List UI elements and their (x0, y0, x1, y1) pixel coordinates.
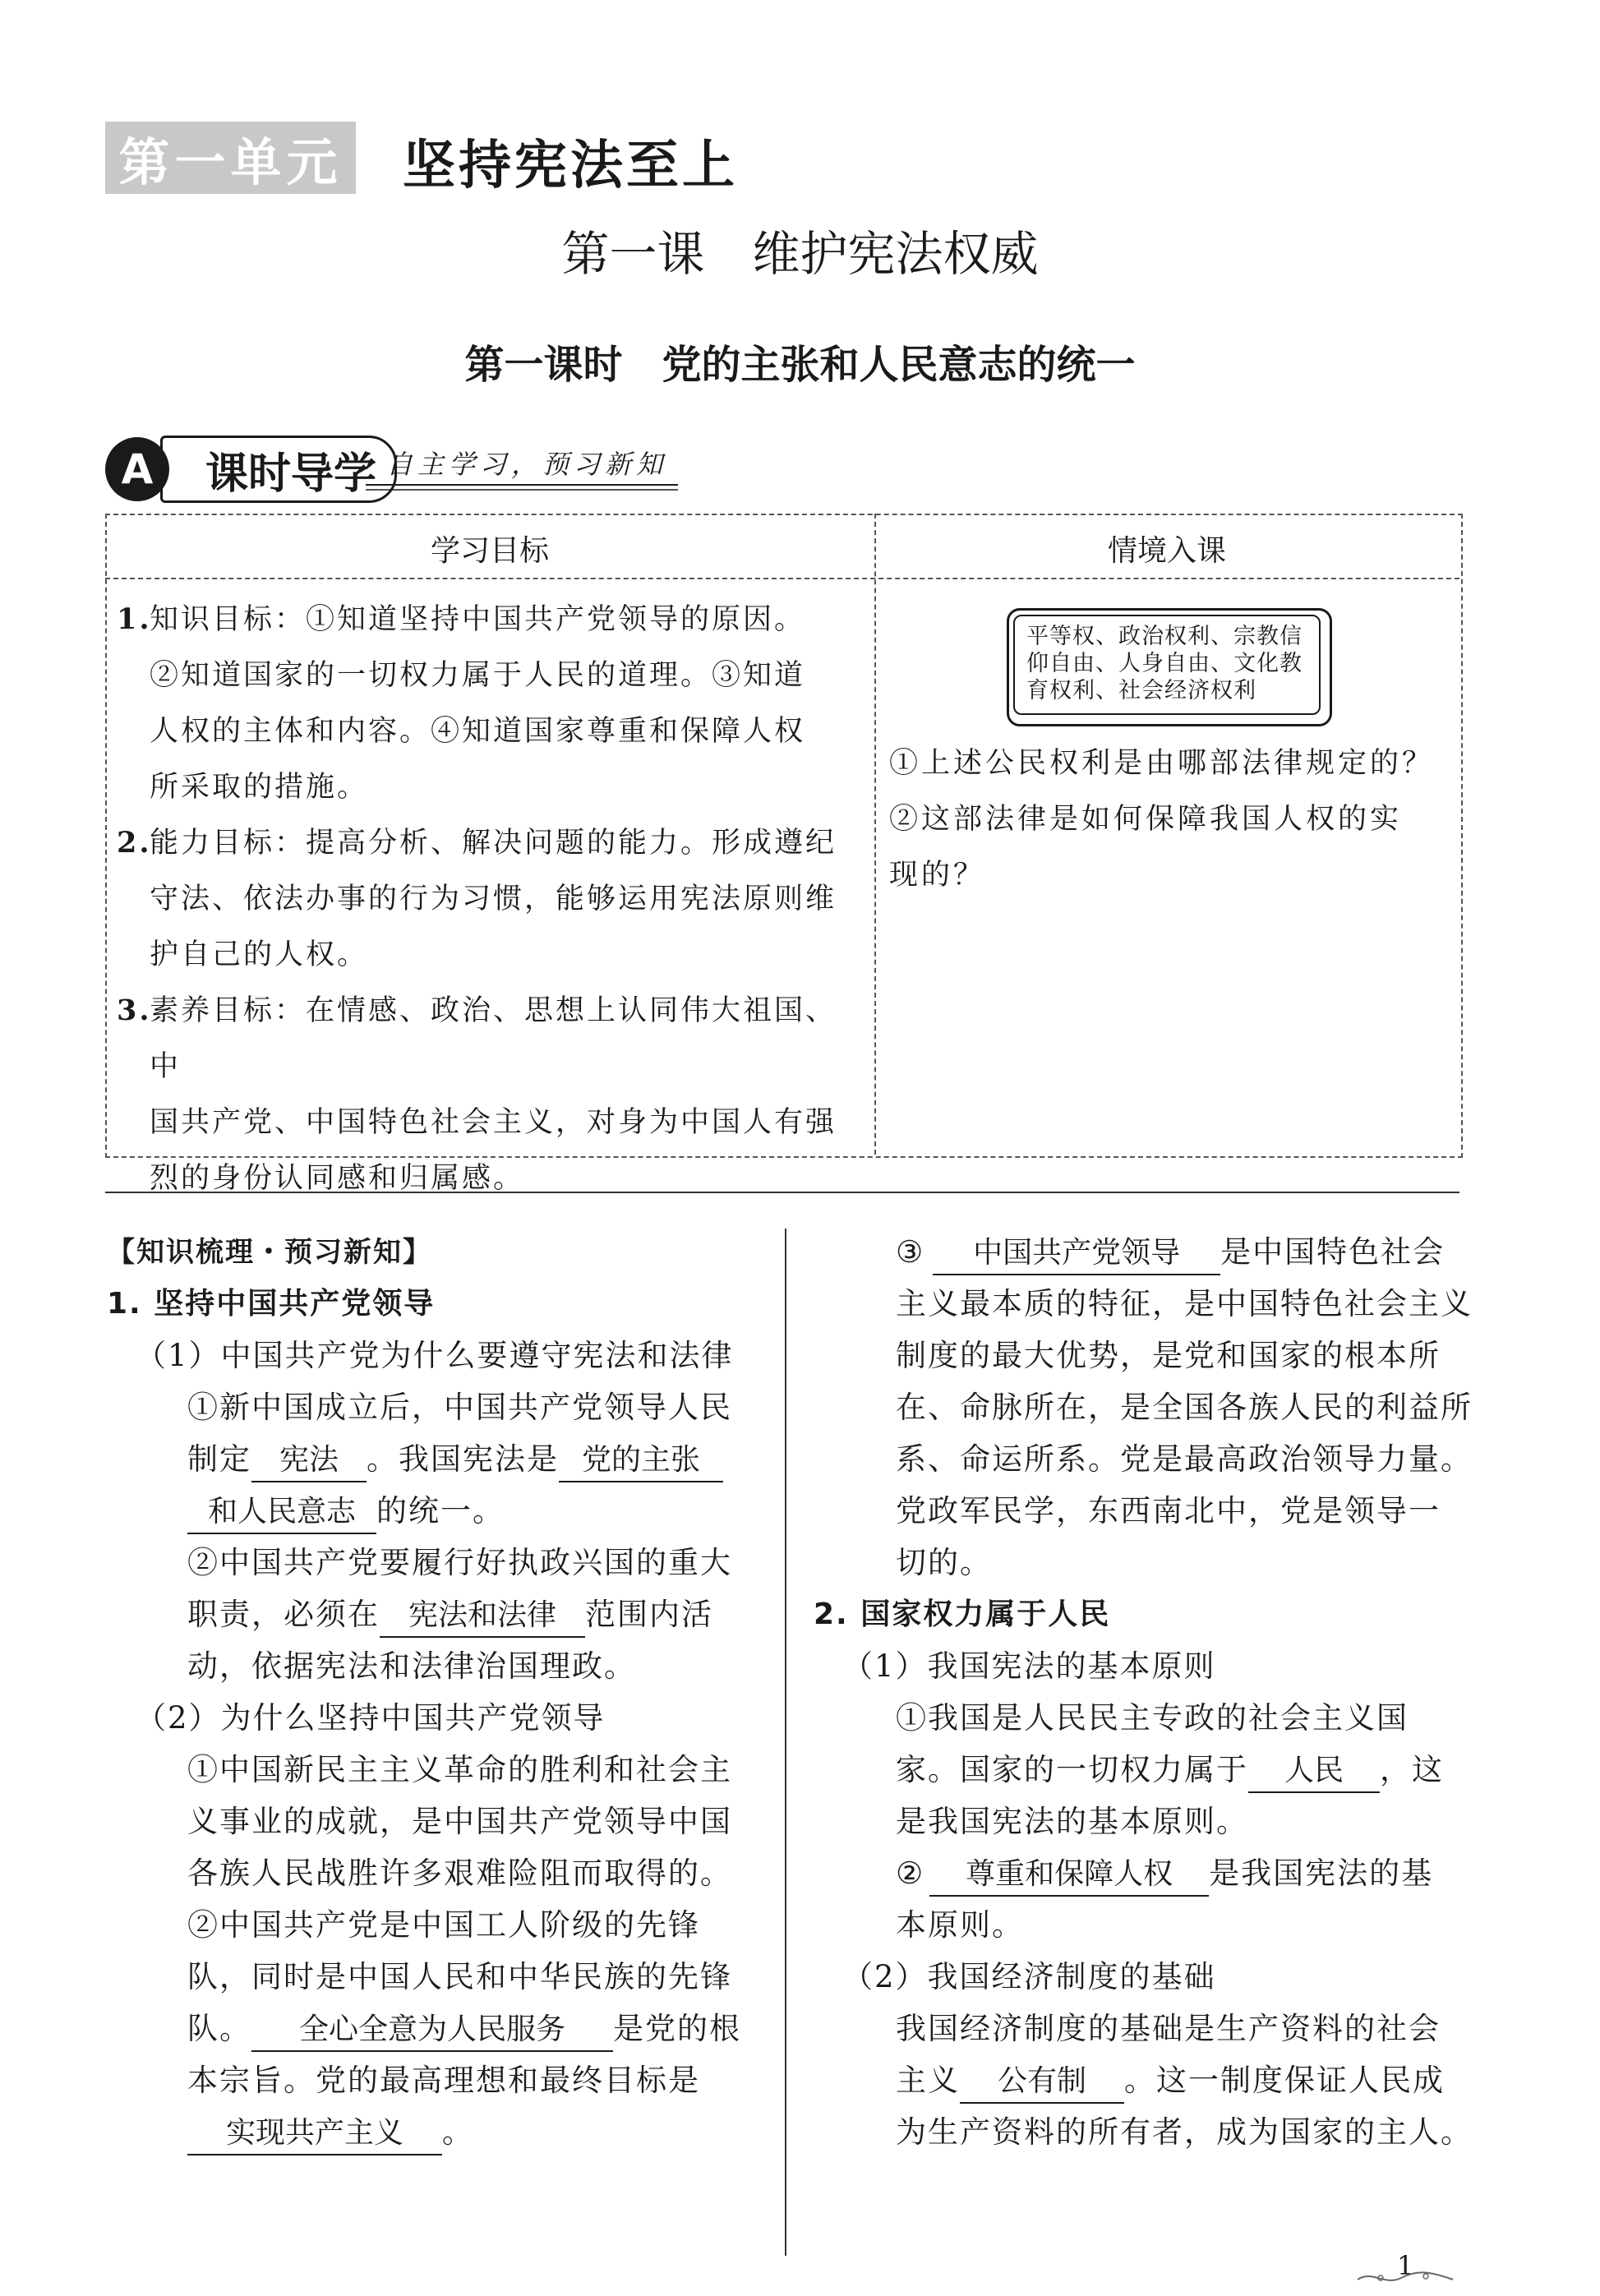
table-header-goals: 学习目标 (430, 534, 549, 568)
text-line: 在、命脉所在，是全国各族人民的利益所 (896, 1390, 1473, 1425)
text-fragment: 制定 (187, 1441, 251, 1477)
text-line: 我国经济制度的基础是生产资料的社会 (896, 2011, 1441, 2046)
answer-blank: 尊重和保障人权 (929, 1854, 1209, 1897)
text-line: 义事业的成就，是中国共产党领导中国 (187, 1804, 732, 1839)
text-line (896, 1744, 1444, 1796)
goal-number: 3. (117, 994, 152, 1027)
scene-question: 现的？ (889, 859, 986, 892)
goal-line: 守法、依法办事的行为习惯，能够运用宪法原则维 (150, 883, 837, 915)
section-subtitle: 自主学习，预习新知 (386, 449, 668, 480)
goal-line: ②知道国家的一切权力属于人民的道理。③知道 (150, 659, 806, 692)
goal-line: 素养目标：在情感、政治、思想上认同伟大祖国、中 (150, 994, 837, 1083)
question-1-1: （1）中国共产党为什么要遵守宪法和法律 (136, 1338, 734, 1373)
page-number: 1 (1397, 2250, 1414, 2281)
answer-blank: 全心全意为人民服务 (251, 2009, 613, 2052)
goal-line: 人权的主体和内容。④知道国家尊重和保障人权 (150, 715, 806, 748)
text-line: 切的。 (896, 1545, 992, 1580)
goal-line: 烈的身份认同感和归属感。 (150, 1162, 525, 1195)
goal-line: 知识目标：①知道坚持中国共产党领导的原因。 (150, 603, 806, 636)
answer-blank: 宪法和法律 (380, 1595, 585, 1638)
text-line: ①中国新民主主义革命的胜利和社会主 (187, 1752, 732, 1787)
text-fragment: 。 (442, 2114, 474, 2150)
text-line (187, 1485, 505, 1538)
text-line (896, 2054, 1445, 2107)
lesson-title: 第一课 维护宪法权威 (561, 226, 1039, 282)
text-fragment: ，这 (1380, 1752, 1444, 1787)
text-fragment: ② (896, 1856, 925, 1891)
goal-item (117, 592, 860, 815)
table-header-divider (105, 578, 1459, 579)
knowledge-section-2-title: 2. 国家权力属于人民 (814, 1598, 1111, 1631)
text-line: 是我国宪法的基本原则。 (896, 1804, 1248, 1839)
page-ornament-icon (1356, 2268, 1455, 2288)
goal-item (117, 815, 860, 983)
table-column-divider (874, 514, 876, 1155)
scene-box-line: 育权利、社会经济权利 (1026, 678, 1256, 703)
goal-item (117, 983, 860, 1206)
answer-blank: 人民 (1248, 1750, 1380, 1793)
text-line: ②中国共产党要履行好执政兴国的重大 (187, 1545, 732, 1580)
text-fragment: 是党的根 (613, 2011, 741, 2046)
scene-box-line: 仰自由、人身自由、文化教 (1026, 651, 1303, 676)
section-underline-decoration (366, 483, 678, 491)
answer-blank: 和人民意志 (187, 1491, 376, 1534)
text-line (896, 1226, 1445, 1279)
scene-box (1013, 615, 1321, 715)
section-title-text: 课时导学 (205, 449, 377, 499)
goal-line: 能力目标：提高分析、解决问题的能力。形成遵纪 (150, 827, 837, 860)
knowledge-section-1-title: 1. 坚持中国共产党领导 (107, 1287, 436, 1321)
text-fragment: 队。 (187, 2011, 251, 2046)
text-line: ②中国共产党是中国工人阶级的先锋 (187, 1907, 700, 1943)
table-header-scene: 情境入课 (1107, 534, 1226, 568)
text-fragment: 范围内活 (585, 1597, 713, 1632)
text-fragment: 。我国宪法是 (367, 1441, 559, 1477)
text-fragment: 职责，必须在 (187, 1597, 380, 1632)
answer-blank: 党的主张 (559, 1440, 723, 1482)
text-line: 本宗旨。党的最高理想和最终目标是 (187, 2063, 700, 2098)
goal-line: 所采取的措施。 (150, 771, 369, 804)
scene-question: ①上述公民权利是由哪部法律规定的？ (889, 747, 1435, 780)
text-fragment: 。这一制度保证人民成 (1124, 2063, 1445, 2098)
text-line: 动，依据宪法和法律治国理政。 (187, 1648, 636, 1684)
goal-number: 1. (117, 602, 152, 636)
text-line: 为生产资料的所有者，成为国家的主人。 (896, 2114, 1473, 2150)
unit-title: 坚持宪法至上 (403, 136, 738, 196)
text-line: 系、命运所系。党是最高政治领导力量。 (896, 1441, 1473, 1477)
text-line: 制度的最大优势，是党和国家的根本所 (896, 1338, 1441, 1373)
text-fragment: 是中国特色社会 (1220, 1234, 1446, 1270)
text-line: 主义最本质的特征，是中国特色社会主义 (896, 1286, 1473, 1321)
question-2-2: （2）我国经济制度的基础 (842, 1959, 1216, 1994)
unit-label: 第一单元 (105, 122, 356, 194)
text-fragment: ③ (896, 1234, 925, 1270)
question-1-2: （2）为什么坚持中国共产党领导 (136, 1700, 606, 1736)
scene-question: ②这部法律是如何保障我国人权的实 (889, 803, 1403, 836)
question-2-1: （1）我国宪法的基本原则 (842, 1648, 1216, 1684)
column-divider (785, 1229, 786, 2256)
text-fragment: 的统一。 (376, 1493, 505, 1528)
section-title (160, 436, 397, 503)
text-fragment: 主义 (896, 2063, 960, 2098)
section-letter-badge: A (105, 437, 169, 501)
text-line: 本原则。 (896, 1907, 1024, 1943)
answer-blank: 宪法 (251, 1440, 367, 1482)
answer-blank: 实现共产主义 (187, 2113, 442, 2155)
learning-goals-list (117, 592, 860, 1206)
text-line: ①新中国成立后，中国共产党领导人民 (187, 1390, 732, 1425)
text-fragment: 家。国家的一切权力属于 (896, 1752, 1248, 1787)
text-line (896, 1847, 1433, 1900)
text-line (187, 1433, 723, 1486)
text-line (187, 1588, 713, 1641)
scene-box-line: 平等权、政治权利、宗教信 (1026, 624, 1303, 649)
text-fragment: 是我国宪法的基 (1209, 1856, 1434, 1891)
answer-blank: 公有制 (960, 2061, 1124, 2104)
section-divider (105, 1192, 1459, 1193)
period-title: 第一课时 党的主张和人民意志的统一 (464, 342, 1136, 388)
goal-line: 护自己的人权。 (150, 938, 369, 971)
text-line: 队，同时是中国人民和中华民族的先锋 (187, 1959, 732, 1994)
text-line: 党政军民学，东西南北中，党是领导一 (896, 1493, 1441, 1528)
text-line: 各族人民战胜许多艰难险阻而取得的。 (187, 1856, 732, 1891)
text-line: ①我国是人民民主专政的社会主义国 (896, 1700, 1409, 1736)
knowledge-heading: 【知识梳理・预习新知】 (107, 1236, 432, 1269)
answer-blank: 中国共产党领导 (933, 1233, 1220, 1275)
text-line (187, 2106, 474, 2159)
text-line (187, 2003, 741, 2055)
goal-line: 国共产党、中国特色社会主义，对身为中国人有强 (150, 1106, 837, 1139)
goal-number: 2. (117, 826, 152, 860)
